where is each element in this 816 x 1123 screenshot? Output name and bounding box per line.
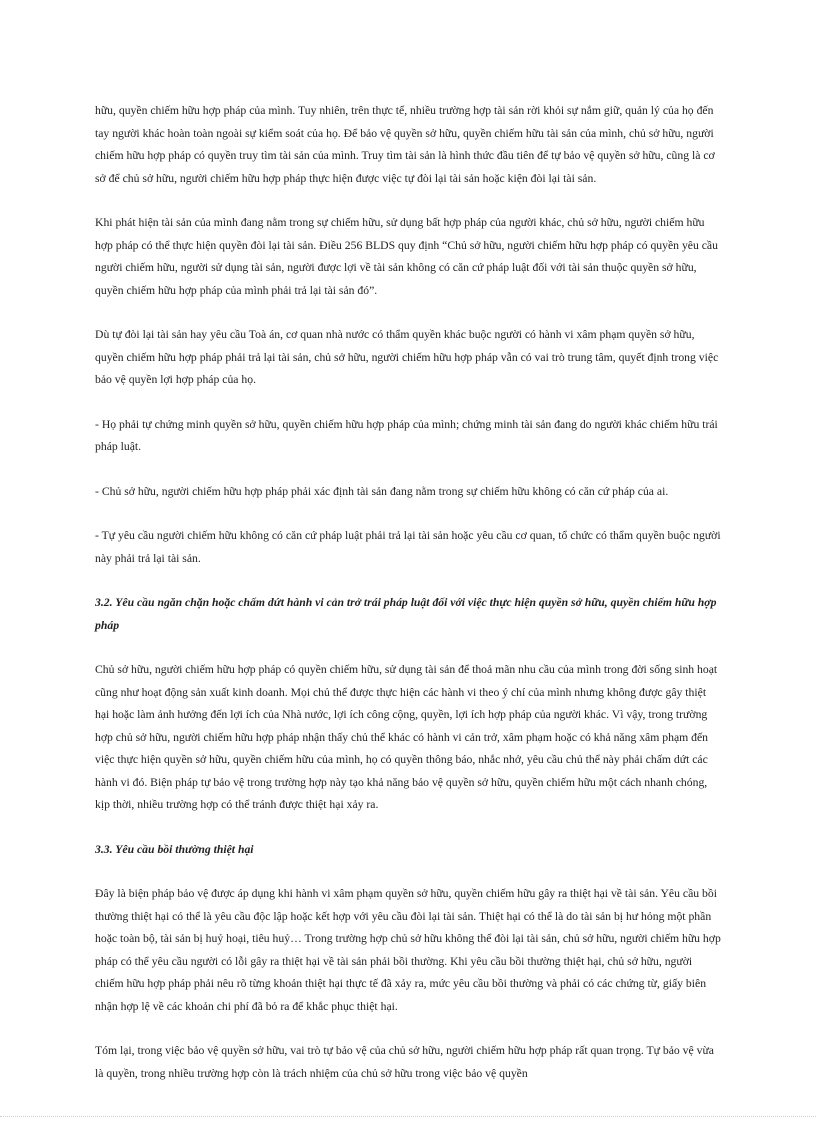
paragraph-prevent-obstruction: Chủ sở hữu, người chiếm hữu hợp pháp có quyền chiếm hữu, sử dụng tài sản để thoả mãn nhu cầu của mình trong đời sống sinh hoạt cũng như hoạt động sản xuất kinh doanh. Mọi chủ thể được thực hiện các hành vi theo ý chí của mình nhưng không được gây thiệt hại hoặc làm ảnh hưởng đến lợi ích của Nhà nước, lợi ích công cộng, quyền, lợi ích hợp pháp của người khác. Vì vậy, trong trường hợp chủ sở hữu, người chiếm hữu hợp pháp nhận thấy chủ thể khác có hành vi cản trở, xâm phạm hoặc có khả năng xâm phạm đến việc thực hiện quyền sở hữu, quyền chiếm hữu của mình, họ có quyền thông báo, nhắc nhở, yêu cầu chủ thể này phải chấm dứt các hành vi đó. Biện pháp tự bảo vệ trong trường hợp này tạo khả năng bảo vệ quyền sở hữu, quyền chiếm hữu một cách nhanh chóng, kịp thời, nhiều trường hợp có thể tránh được thiệt hại xảy ra. — [95, 663, 718, 811]
document-page — [95, 100, 723, 1085]
paragraph-central-role: Dù tự đòi lại tài sản hay yêu cầu Toà án, cơ quan nhà nước có thẩm quyền khác buộc người có hành vi xâm phạm quyền sở hữu, quyền chiếm hữu hợp pháp phải trả lại tài sản, chủ sở hữu, người chiếm hữu hợp pháp vẫn có vai trò trung tâm, quyết định trong việc bảo vệ quyền lợi hợp pháp của họ. — [95, 328, 719, 386]
page-bottom-divider — [0, 1116, 816, 1117]
bullet-identify-possessor: - Chủ sở hữu, người chiếm hữu hợp pháp phải xác định tài sản đang nằm trong sự chiếm hữu không có căn cứ pháp của ai. — [95, 484, 669, 498]
paragraph-summary: Tóm lại, trong việc bảo vệ quyền sở hữu, vai trò tự bảo vệ của chủ sở hữu, người chiếm hữu hợp pháp rất quan trọng. Tự bảo vệ vừa là quyền, trong nhiều trường hợp còn là trách nhiệm của chủ sở hữu trong việc bảo vệ quyền — [95, 1044, 714, 1080]
paragraph-asset-tracing: hữu, quyền chiếm hữu hợp pháp của mình. Tuy nhiên, trên thực tế, nhiều trường hợp tài sản rời khỏi sự nắm giữ, quản lý của họ đến tay người khác hoàn toàn ngoài sự kiểm soát của họ. Để bảo vệ quyền sở hữu, quyền chiếm hữu tài sản của mình, chủ sở hữu, người chiếm hữu hợp pháp có quyền truy tìm tài sản của mình. Truy tìm tài sản là hình thức đầu tiên để tự bảo vệ quyền sở hữu, cũng là cơ sở để chủ sở hữu, người chiếm hữu hợp pháp thực hiện được việc tự đòi lại tài sản hoặc kiện đòi lại tài sản. — [95, 104, 715, 185]
section-heading-3-2: 3.2. Yêu cầu ngăn chặn hoặc chấm dứt hành vi cản trở trái pháp luật đối với việc thực hiện quyền sở hữu, quyền chiếm hữu hợp pháp — [95, 596, 717, 632]
bullet-prove-ownership: - Họ phải tự chứng minh quyền sở hữu, quyền chiếm hữu hợp pháp của mình; chứng minh tài sản đang do người khác chiếm hữu trái pháp luật. — [95, 417, 718, 453]
bullet-request-return: - Tự yêu cầu người chiếm hữu không có căn cứ pháp luật phải trả lại tài sản hoặc yêu cầu cơ quan, tổ chức có thẩm quyền buộc người này phải trả lại tài sản. — [95, 529, 721, 565]
paragraph-compensation: Đây là biện pháp bảo vệ được áp dụng khi hành vi xâm phạm quyền sở hữu, quyền chiếm hữu gây ra thiệt hại về tài sản. Yêu cầu bồi thường thiệt hại có thể là yêu cầu độc lập hoặc kết hợp với yêu cầu đòi lại tài sản. Thiệt hại có thể là do tài sản bị hư hỏng một phần hoặc toàn bộ, tài sản bị huỷ hoại, tiêu huỷ… Trong trường hợp chủ sở hữu không thể đòi lại tài sản, chủ sở hữu, người chiếm hữu hợp pháp có thể yêu cầu người có lỗi gây ra thiệt hại về tài sản phải bồi thường. Khi yêu cầu bồi thường thiệt hại, chủ sở hữu, người chiếm hữu hợp pháp phải nêu rõ từng khoản thiệt hại thực tế đã xảy ra, mức yêu cầu bồi thường và phải có các chứng từ, giấy biên nhận hợp lệ về các khoản chi phí đã bỏ ra để khắc phục thiệt hại. — [95, 887, 721, 1013]
section-heading-3-3: 3.3. Yêu cầu bồi thường thiệt hại — [95, 842, 254, 856]
paragraph-reclaim-asset: Khi phát hiện tài sản của mình đang nằm trong sự chiếm hữu, sử dụng bất hợp pháp của người khác, chủ sở hữu, người chiếm hữu hợp pháp có thể thực hiện quyền đòi lại tài sản. Điều 256 BLDS quy định “Chủ sở hữu, người chiếm hữu hợp pháp có quyền yêu cầu người chiếm hữu, người sử dụng tài sản, người được lợi về tài sản không có căn cứ pháp luật đối với tài sản thuộc quyền sở hữu, quyền chiếm hữu hợp pháp của mình phải trả lại tài sản đó”. — [95, 216, 718, 297]
